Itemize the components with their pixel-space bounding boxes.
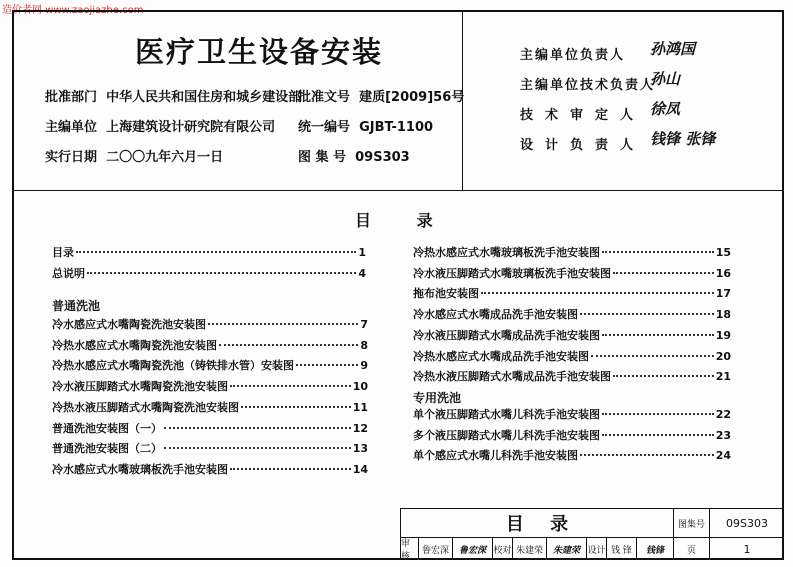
toc-item-page: 11 <box>352 400 368 414</box>
toc-item-label: 冷水感应式水嘴成品洗手池安装图 <box>413 308 578 322</box>
toc-item-label: 冷热水液压脚踏式水嘴成品洗手池安装图 <box>413 370 611 384</box>
toc-item <box>413 427 731 443</box>
editor <box>45 116 275 135</box>
toc-item-page: 7 <box>360 318 368 331</box>
responsible-role: 主编单位负责人 <box>520 48 626 63</box>
toc-heading: 目 录 <box>355 211 433 230</box>
page-label: 页 <box>674 538 710 560</box>
toc-item-label: 冷热水液压脚踏式水嘴陶瓷洗池安装图 <box>52 400 239 414</box>
toc-item-page: 24 <box>715 449 731 463</box>
toc-item <box>52 357 368 373</box>
toc-item <box>413 244 731 260</box>
dot-leader <box>87 272 356 274</box>
atlas-no: 09S303 <box>710 509 784 538</box>
toc-item-page: 15 <box>715 246 731 259</box>
toc-item-page: 14 <box>352 462 368 476</box>
checker: 朱建荣 <box>513 538 547 560</box>
watermark: 造价者网 www.zaojiazhe.com <box>2 5 144 16</box>
section-heading: 普通洗池 <box>52 299 101 313</box>
dot-leader <box>602 334 714 336</box>
designer: 钱 锋 <box>607 538 637 560</box>
dot-leader <box>164 447 351 449</box>
label: 主编单位 <box>45 120 98 135</box>
design-label: 设计 <box>587 538 607 560</box>
title-block <box>400 508 784 560</box>
toc-item <box>413 306 731 322</box>
section-heading: 专用洗池 <box>413 391 462 405</box>
toc-item-label: 多个液压脚踏式水嘴儿科洗手池安装图 <box>413 428 600 442</box>
label: 批准部门 <box>45 90 98 105</box>
responsible-role: 技术审定人 <box>520 108 646 123</box>
dot-leader <box>241 406 351 408</box>
checker-signature: 朱建荣 <box>547 538 587 560</box>
toc-item-label: 冷热水感应式水嘴陶瓷洗池安装图 <box>52 338 217 352</box>
toc-item <box>52 378 368 394</box>
approve-dept <box>45 86 301 105</box>
toc-item-label: 冷热水感应式水嘴陶瓷洗池（铸铁排水管）安装图 <box>52 359 294 373</box>
toc-item-page: 17 <box>715 287 731 301</box>
toc-item-page: 9 <box>360 359 368 373</box>
dot-leader <box>76 251 356 253</box>
toc-item <box>413 447 731 463</box>
effective-date <box>45 146 223 165</box>
value: GJBT-1100 <box>359 120 434 135</box>
toc-item <box>52 399 368 415</box>
toc-item <box>52 265 366 281</box>
dot-leader <box>613 375 714 377</box>
toc-item-page: 13 <box>352 442 368 456</box>
document-title: 医疗卫生设备安装 <box>135 35 384 69</box>
toc-item-label: 冷热水感应式水嘴玻璃板洗手池安装图 <box>413 246 600 259</box>
toc-item <box>413 406 731 422</box>
toc-item <box>52 244 366 260</box>
dot-leader <box>164 427 351 429</box>
toc-item <box>413 327 731 343</box>
dot-leader <box>219 344 358 346</box>
label: 统一编号 <box>298 120 351 135</box>
dot-leader <box>208 323 358 325</box>
signature: 孙山 <box>650 70 681 88</box>
value: 中华人民共和国住房和城乡建设部 <box>106 90 302 105</box>
dot-leader <box>613 272 714 274</box>
toc-item <box>52 461 368 477</box>
signature: 徐凤 <box>650 100 681 118</box>
toc-item-label: 冷水感应式水嘴玻璃板洗手池安装图 <box>52 462 228 476</box>
toc-item-page: 22 <box>715 408 731 421</box>
reviewer-signature: 鲁宏深 <box>453 538 493 560</box>
dot-leader <box>296 364 358 366</box>
label: 批准文号 <box>298 90 351 105</box>
dot-leader <box>602 434 714 436</box>
toc-item-page: 12 <box>352 421 368 435</box>
toc-item-page: 8 <box>360 338 368 352</box>
review-label: 审核 <box>401 538 419 560</box>
toc-item <box>52 316 368 332</box>
toc-item <box>413 265 731 281</box>
designer-signature: 钱锋 <box>637 538 674 560</box>
responsible-role: 主编单位技术负责人 <box>520 78 656 93</box>
responsible-role: 设计负责人 <box>520 138 646 153</box>
toc-item-page: 16 <box>715 266 731 280</box>
atlas-no <box>298 146 410 165</box>
value: 建质[2009]56号 <box>359 90 465 105</box>
toc-item-page: 1 <box>358 246 366 259</box>
toc-item-page: 21 <box>715 370 731 384</box>
signature: 孙鸿国 <box>650 40 696 58</box>
toc-item <box>52 420 368 436</box>
toc-item-label: 冷水液压脚踏式水嘴陶瓷洗池安装图 <box>52 380 228 394</box>
title-block-name: 目 录 <box>401 509 674 538</box>
signature: 钱锋 张锋 <box>650 130 716 148</box>
toc-item-label: 总说明 <box>52 266 85 280</box>
toc-item-label: 冷热水感应式水嘴成品洗手池安装图 <box>413 349 589 363</box>
label: 图 集 号 <box>298 150 347 165</box>
check-label: 校对 <box>493 538 513 560</box>
toc-item <box>52 337 368 353</box>
value: 二〇〇九年六月一日 <box>106 150 224 165</box>
toc-item-page: 19 <box>715 328 731 342</box>
page-number: 1 <box>743 542 751 556</box>
toc-item-page: 10 <box>352 380 368 394</box>
value: 上海建筑设计研究院有限公司 <box>106 120 276 135</box>
toc-item-label: 冷水感应式水嘴陶瓷洗池安装图 <box>52 318 206 331</box>
dot-leader <box>230 385 351 387</box>
uniform-no <box>298 116 433 135</box>
toc-item-label: 普通洗池安装图（二） <box>52 442 162 456</box>
dot-leader <box>481 292 714 294</box>
toc-item-label: 单个液压脚踏式水嘴儿科洗手池安装图 <box>413 408 600 421</box>
dot-leader <box>580 313 714 315</box>
toc-item-page: 4 <box>358 266 366 280</box>
toc-item-label: 普通洗池安装图（一） <box>52 421 162 435</box>
toc-item-page: 20 <box>715 349 731 363</box>
toc-item <box>413 285 731 301</box>
toc-item-label: 冷水液压脚踏式水嘴玻璃板洗手池安装图 <box>413 266 611 280</box>
dot-leader <box>591 355 714 357</box>
dot-leader <box>602 413 714 415</box>
label: 实行日期 <box>45 150 98 165</box>
toc-item-page: 18 <box>715 308 731 322</box>
toc-item <box>52 440 368 456</box>
dot-leader <box>580 454 714 456</box>
value: 09S303 <box>355 150 410 165</box>
toc-item-label: 目录 <box>52 246 74 259</box>
divider <box>12 190 784 191</box>
reviewer: 鲁宏深 <box>419 538 453 560</box>
toc-item <box>413 368 731 384</box>
toc-item-label: 拖布池安装图 <box>413 287 479 301</box>
atlas-label: 图集号 <box>674 509 710 538</box>
toc-item-label: 冷水液压脚踏式水嘴成品洗手池安装图 <box>413 328 600 342</box>
dot-leader <box>230 468 351 470</box>
approve-no <box>298 86 464 105</box>
toc-item <box>413 348 731 364</box>
dot-leader <box>602 251 714 253</box>
toc-item-page: 23 <box>715 428 731 442</box>
toc-item-label: 单个感应式水嘴儿科洗手池安装图 <box>413 449 578 463</box>
